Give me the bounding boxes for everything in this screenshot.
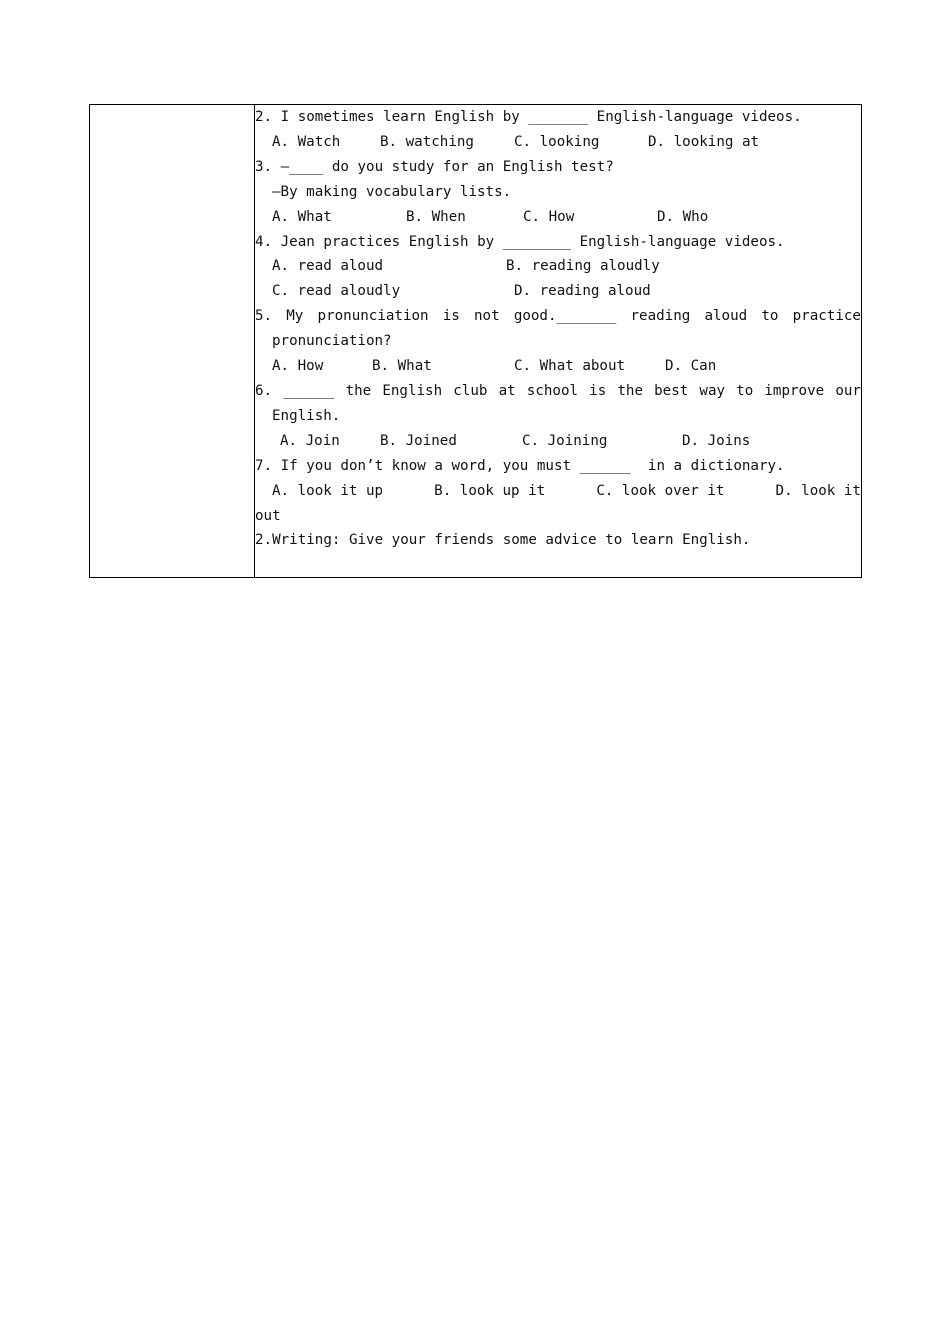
question-5-stem-continued: pronunciation? [272,333,392,350]
question-6-stem [255,379,861,404]
option-b: B. When [406,208,466,225]
word: not [474,308,500,325]
option-a: A. Join [280,432,340,449]
word: reading [630,308,691,325]
word: My [286,308,304,325]
word: way [699,382,726,399]
option-a: A. What [272,208,332,225]
option-c: C. What about [514,358,626,375]
question-7-stem: 7. If you don’t know a word, you must ______ in a dictionary. [255,457,785,474]
question-4-options-row-1 [255,254,861,279]
option-c: C. looking [514,133,600,150]
question-6-stem-continued: English. [272,407,341,424]
question-5-stem [255,304,861,329]
option-a: A. How [272,358,324,375]
option-a: A. read aloud [272,258,384,275]
question-5-options [255,354,861,379]
word: is [589,382,607,399]
word: pronunciation [317,308,429,325]
table-right-cell [255,105,862,578]
option-b: B. reading aloudly [506,258,660,275]
word: the [345,382,372,399]
option-b: B. Joined [380,432,457,449]
word: is [442,308,460,325]
word: our [835,382,861,399]
option-b: B. What [372,358,432,375]
table-left-cell [90,105,255,578]
question-2-stem: 2. I sometimes learn English by _______ English-language videos. [255,109,802,125]
option-d: D. Who [657,208,709,225]
option-d: D. Can [665,358,717,375]
question-4-options-row-2 [255,279,861,304]
word: ______ [283,382,335,399]
question-4-stem: 4. Jean practices English by ________ English-language videos. [255,233,785,250]
option-a: A. look it up [272,482,384,499]
question-3-answer: —By making vocabulary lists. [272,183,512,200]
question-7-options [255,479,861,504]
word: good._______ [513,308,617,325]
word: 5. [255,308,273,325]
word: aloud [704,308,748,325]
question-3-options [255,205,861,230]
question-2-options [255,130,861,155]
question-3-stem: 3. —____ do you study for an English test? [255,158,614,175]
option-d: D. reading aloud [514,283,651,300]
word: at [498,382,516,399]
word: 6. [255,382,273,399]
writing-task: 2.Writing: Give your friends some advice to learn English. [255,532,751,549]
option-d: D. look it [775,482,861,499]
word: practice [792,308,861,325]
option-d: D. Joins [682,432,751,449]
word: club [453,382,488,399]
exercise-table [89,104,862,578]
option-c: C. look over it [596,482,725,499]
word: to [761,308,779,325]
option-d: D. looking at [648,133,760,150]
word: best [654,382,689,399]
question-6-options [255,429,861,454]
question-7-options-continued: out [255,507,281,524]
option-b: B. watching [380,133,474,150]
word: English [382,382,443,399]
option-a: A. Watch [272,133,341,150]
word: the [617,382,643,399]
option-c: C. read aloudly [272,283,401,300]
word: to [736,382,754,399]
word: improve [764,382,825,399]
option-c: C. How [523,208,575,225]
word: school [526,382,579,399]
option-b: B. look up it [434,482,546,499]
option-c: C. Joining [522,432,608,449]
